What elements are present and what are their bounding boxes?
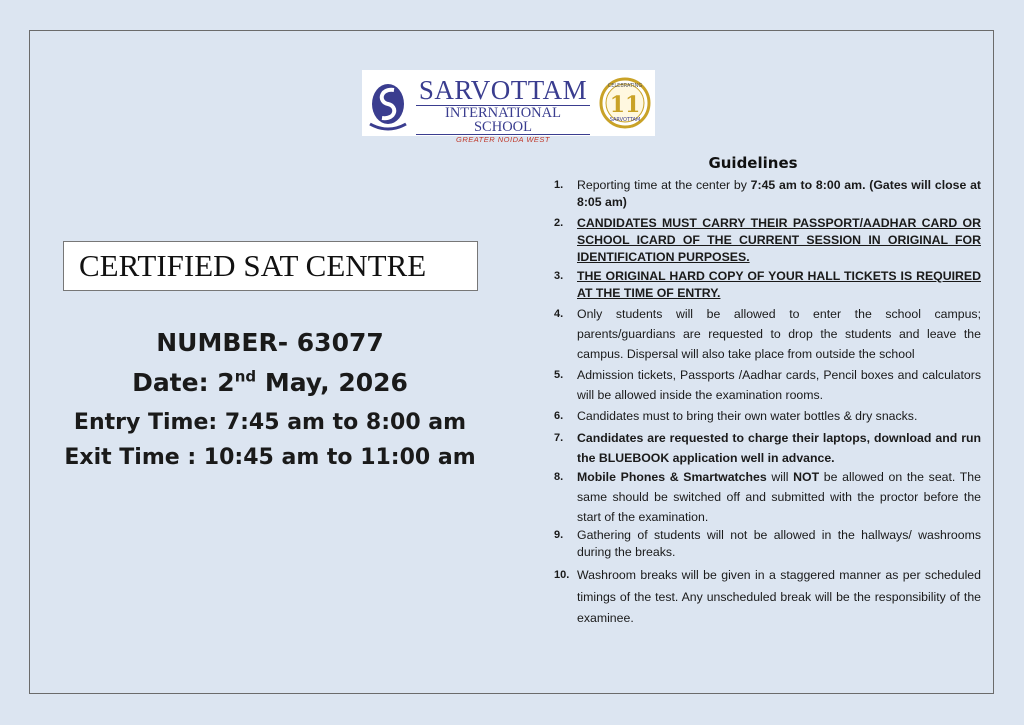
- guideline-text-part: Only students will be allowed to enter the school campus; parents/guardians are requested to drop the students and leave the campus. Dispersal will also take place from outside the school: [577, 307, 981, 361]
- guideline-number: 7.: [554, 432, 564, 444]
- badge-top-text: CELEBRATING: [607, 83, 643, 89]
- guideline-text-part: Reporting time at the center by: [577, 178, 751, 192]
- exam-date-rest: May, 2026: [256, 368, 408, 397]
- guideline-text-part: NOT: [793, 470, 820, 484]
- guideline-number: 6.: [554, 410, 564, 422]
- guideline-number: 5.: [554, 369, 564, 381]
- guideline-text: [577, 177, 981, 211]
- guideline-number: 4.: [554, 308, 564, 320]
- guidelines-title: Guidelines: [708, 154, 798, 172]
- guideline-text: [577, 467, 981, 527]
- guideline-text-part: Mobile Phones & Smartwatches: [577, 470, 767, 484]
- guideline-text-part: Candidates must to bring their own water bottles & dry snacks.: [577, 409, 918, 423]
- badge-bottom-text: SARVOTTAM: [609, 117, 641, 123]
- anniversary-badge-icon: [599, 75, 651, 131]
- exam-date: [50, 366, 490, 400]
- guideline-text-part: 7:45 am to 8:00 am. (Gates will close at 8:05 am): [577, 178, 981, 209]
- guideline-number: 2.: [554, 217, 564, 229]
- guideline-number: 1.: [554, 179, 564, 191]
- exam-date-prefix: Date: 2: [132, 368, 235, 397]
- guideline-number: 3.: [554, 270, 564, 282]
- guideline-text-part: be allowed on the seat. The same should be switched off and submitted with the proctor before the start of the examination.: [577, 470, 981, 524]
- guideline-number: 10.: [554, 569, 570, 581]
- guideline-text-part: THE ORIGINAL HARD COPY OF YOUR HALL TICKETS IS REQUIRED AT THE TIME OF ENTRY.: [577, 269, 981, 300]
- guideline-text: [577, 304, 981, 364]
- certified-sat-centre-box: CERTIFIED SAT CENTRE: [63, 241, 478, 291]
- guideline-text-part: Washroom breaks will be given in a staggered manner as per scheduled timings of the test. Any unscheduled break will be the responsibility of the examinee.: [577, 568, 981, 625]
- school-subtitle: INTERNATIONAL SCHOOL: [416, 105, 590, 135]
- guideline-number: 8.: [554, 471, 564, 483]
- centre-number: NUMBER- 63077: [156, 328, 384, 357]
- guideline-text-part: CANDIDATES MUST CARRY THEIR PASSPORT/AADHAR CARD OR SCHOOL ICARD OF THE CURRENT SESSION IN ORIGINAL FOR IDENTIFICATION PURPOSES.: [577, 216, 981, 264]
- guideline-text-part: Admission tickets, Passports /Aadhar cards, Pencil boxes and calculators will be allowed inside the examination rooms.: [577, 368, 981, 402]
- entry-time: Entry Time: 7:45 am to 8:00 am: [73, 410, 467, 435]
- guideline-text: [577, 565, 981, 630]
- exam-date-ordinal: nd: [234, 367, 257, 386]
- guideline-text: [577, 406, 981, 426]
- guideline-text: [577, 215, 981, 266]
- guideline-text-part: Gathering of students will not be allowed in the hallways/ washrooms during the breaks.: [577, 528, 981, 559]
- logo-wordmark: [410, 76, 596, 145]
- guideline-text: [577, 527, 981, 561]
- guideline-text: [577, 428, 981, 468]
- school-emblem-icon: [366, 76, 410, 132]
- guideline-text: [577, 268, 981, 302]
- school-location: GREATER NOIDA WEST: [455, 135, 550, 144]
- guideline-text-part: Candidates are requested to charge their laptops, download and run the BLUEBOOK application well in advance.: [577, 431, 981, 465]
- exit-time: Exit Time : 10:45 am to 11:00 am: [64, 445, 476, 470]
- school-name: SARVOTTAM: [418, 75, 588, 105]
- badge-number: 11: [609, 92, 641, 118]
- guideline-text-part: will: [766, 470, 794, 484]
- school-logo: [362, 70, 655, 144]
- guideline-number: 9.: [554, 529, 564, 541]
- guideline-text: [577, 365, 981, 405]
